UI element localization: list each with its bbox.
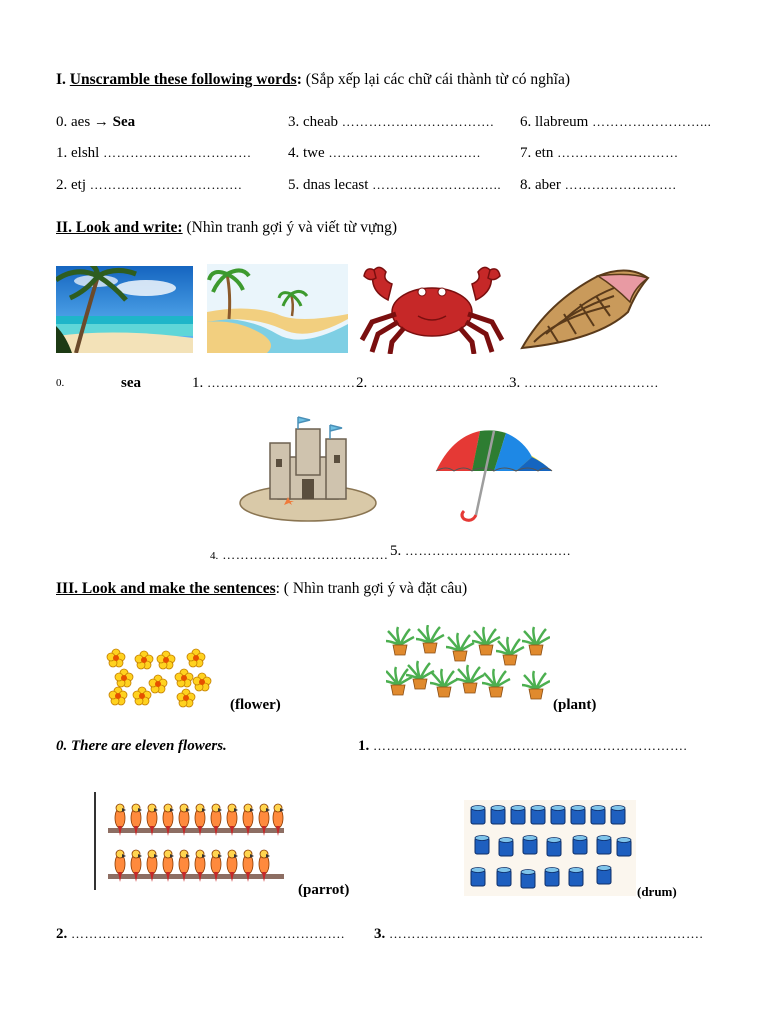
- answer-blank[interactable]: …………………………: [524, 375, 659, 390]
- plants-picture: [386, 625, 550, 709]
- unscramble-item-3: 3. cheab …………………………….: [288, 114, 494, 130]
- answer-blank[interactable]: ………………………: [557, 145, 679, 160]
- unscramble-item-1: 1. elshl ……………………………: [56, 145, 252, 161]
- beach-picture: [56, 266, 193, 353]
- answer-blank[interactable]: …………………………….: [89, 177, 242, 192]
- section-1-title: Unscramble these following words: [69, 71, 297, 88]
- answer-blank[interactable]: …………………………….: [328, 145, 481, 160]
- section-2-note: (Nhìn tranh gợi ý và viết từ vựng): [186, 219, 398, 236]
- write-answer-0: sea: [121, 375, 141, 391]
- sentence-1: 1. …………………………………………………………….: [358, 738, 688, 754]
- flowers-picture: [104, 646, 216, 708]
- write-item-4: 4. ……………………………….: [210, 547, 388, 562]
- unscramble-item-4: 4. twe …………………………….: [288, 145, 481, 161]
- label-drum: (drum): [637, 884, 677, 899]
- answer-blank[interactable]: ……………………………: [103, 145, 252, 160]
- answer-blank[interactable]: …………………………………………………………….: [373, 738, 688, 753]
- answer-blank[interactable]: ……………………………….: [405, 543, 571, 558]
- section-2-heading: [56, 219, 397, 237]
- unscramble-answer-0: Sea: [112, 114, 136, 130]
- beach-illustration: [207, 264, 348, 353]
- section-3-title: III. Look and make the sentences: [56, 580, 276, 597]
- unscramble-item-6: 6. llabreum ……………………...: [520, 114, 712, 130]
- arrow-icon: →: [93, 114, 109, 130]
- label-plant: (plant): [553, 697, 597, 713]
- sand-castle-picture: [238, 413, 378, 523]
- example-sentence: 0. There are eleven flowers.: [56, 738, 227, 754]
- answer-blank[interactable]: ………………………….: [371, 375, 510, 390]
- parrots-picture: [94, 792, 288, 890]
- sentence-2: 2. …………………………………………………….: [56, 926, 345, 942]
- crab-picture: [358, 262, 506, 354]
- write-item-3: 3. …………………………: [509, 375, 659, 391]
- umbrella-picture: [432, 427, 556, 523]
- section-1-colon: :: [296, 71, 302, 88]
- drums-picture: [464, 800, 636, 896]
- section-3-colon: :: [275, 580, 280, 597]
- answer-blank[interactable]: ……………………………: [207, 375, 356, 390]
- section-2-title: II. Look and write:: [56, 219, 183, 236]
- answer-blank[interactable]: ……………………………….: [222, 547, 388, 562]
- write-item-2: 2. ………………………….: [356, 375, 510, 391]
- section-1-roman: I.: [56, 71, 66, 88]
- section-3-heading: [56, 580, 467, 598]
- section-1-note: (Sắp xếp lại các chữ cái thành từ có nghĩa): [305, 71, 571, 88]
- answer-blank[interactable]: …………………………………………………….: [71, 926, 345, 941]
- unscramble-item-2: 2. etj …………………………….: [56, 177, 242, 193]
- unscramble-item-5: 5. dnas lecast ………………………..: [288, 177, 502, 193]
- unscramble-item-8: 8. aber …………………….: [520, 177, 677, 193]
- sentence-3: 3. …………………………………………………………….: [374, 926, 704, 942]
- answer-blank[interactable]: ……………………...: [592, 114, 712, 129]
- label-parrot: (parrot): [298, 882, 350, 898]
- section-3-note: ( Nhìn tranh gợi ý và đặt câu): [283, 580, 468, 597]
- unscramble-item-7: 7. etn ………………………: [520, 145, 679, 161]
- shell-picture: [518, 262, 652, 352]
- section-1-heading: [56, 71, 570, 89]
- answer-blank[interactable]: …………………….: [564, 177, 677, 192]
- answer-blank[interactable]: …………………………….: [341, 114, 494, 129]
- label-flower: (flower): [230, 697, 281, 713]
- write-item-1: 1. ……………………………: [192, 375, 356, 391]
- write-item-5: 5. ……………………………….: [390, 543, 571, 559]
- answer-blank[interactable]: …………………………………………………………….: [389, 926, 704, 941]
- answer-blank[interactable]: ………………………..: [372, 177, 502, 192]
- write-number-0: 0.: [56, 377, 65, 389]
- unscramble-item-0: 0. aes → Sea: [56, 114, 136, 130]
